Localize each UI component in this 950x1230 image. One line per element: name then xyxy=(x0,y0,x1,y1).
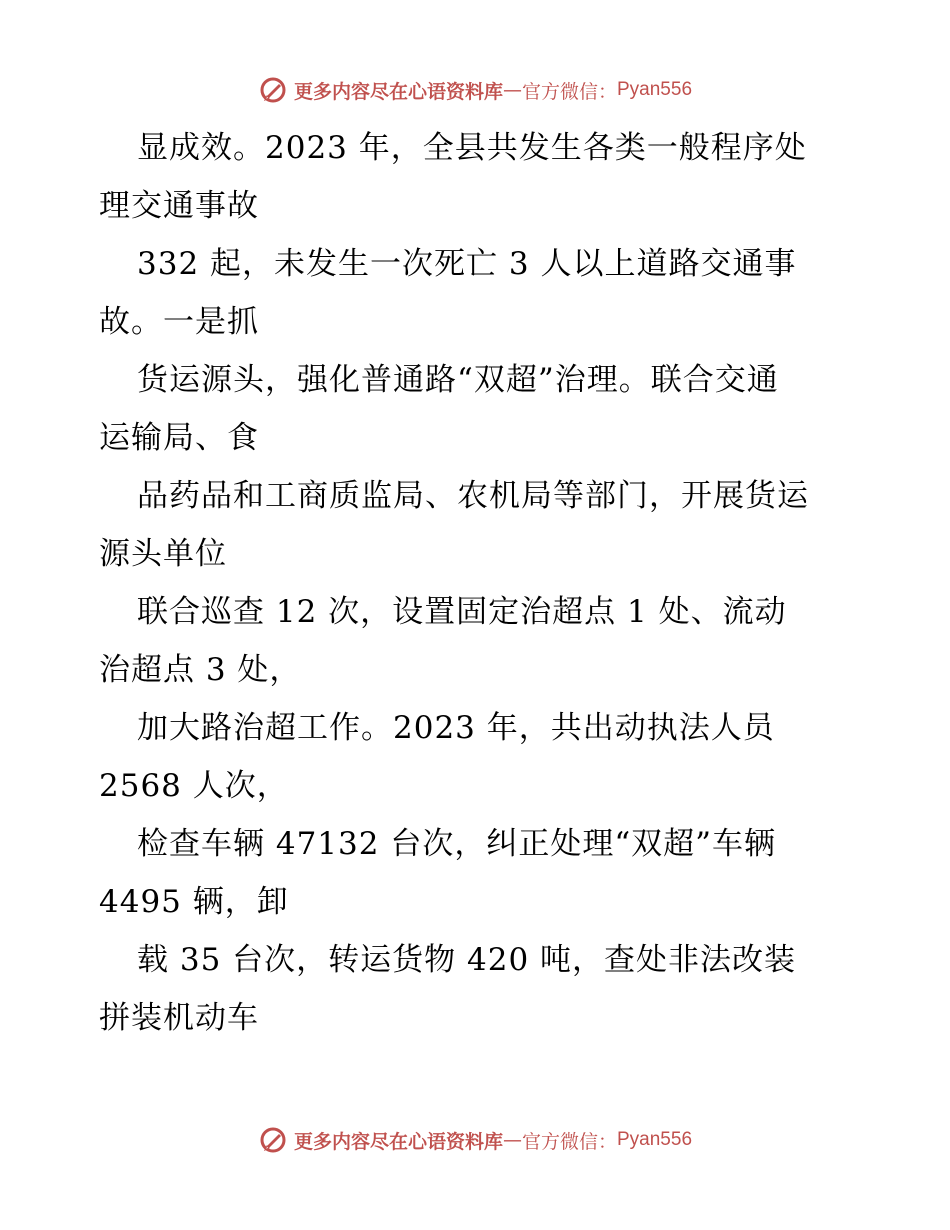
header-wechat-label: 官方微信： xyxy=(521,80,617,103)
body-line: 2568 人次， xyxy=(99,768,289,804)
header-wechat-handle: Pyan556 xyxy=(617,79,693,100)
body-line: 检查车辆 47132 台次，纠正处理“双超”车辆 xyxy=(137,826,777,862)
body-line: 源头单位 xyxy=(99,536,227,572)
footer-banner xyxy=(0,1120,950,1160)
footer-separator: — xyxy=(502,1129,522,1151)
body-line: 联合巡查 12 次，设置固定治超点 1 处、流动 xyxy=(137,594,787,630)
header-separator: — xyxy=(502,79,522,101)
body-line: 治超点 3 处， xyxy=(99,652,302,688)
body-line: 货运源头，强化普通路“双超”治理。联合交通 xyxy=(137,362,779,398)
body-line: 4495 辆，卸 xyxy=(99,884,289,920)
body-line: 故。一是抓 xyxy=(99,304,259,340)
pen-logo-icon xyxy=(258,75,288,105)
body-line: 拼装机动车 xyxy=(99,1000,259,1036)
body-line: 332 起，未发生一次死亡 3 人以上道路交通事 xyxy=(137,246,797,282)
header-banner xyxy=(0,70,950,110)
body-line: 加大路治超工作。2023 年，共出动执法人员 xyxy=(137,710,775,746)
pen-logo-icon xyxy=(258,1125,288,1155)
footer-site-text: 更多内容尽在心语资料库 xyxy=(293,1130,503,1153)
body-line: 品药品和工商质监局、农机局等部门，开展货运 xyxy=(137,478,809,514)
header-site-text: 更多内容尽在心语资料库 xyxy=(293,80,503,103)
footer-wechat-handle: Pyan556 xyxy=(617,1129,693,1150)
body-line: 显成效。2023 年，全县共发生各类一般程序处 xyxy=(137,130,807,166)
body-line: 载 35 台次，转运货物 420 吨，查处非法改装 xyxy=(137,942,797,978)
body-line: 运输局、食 xyxy=(99,420,259,456)
footer-wechat-label: 官方微信： xyxy=(521,1130,617,1153)
body-line: 理交通事故 xyxy=(99,188,259,224)
